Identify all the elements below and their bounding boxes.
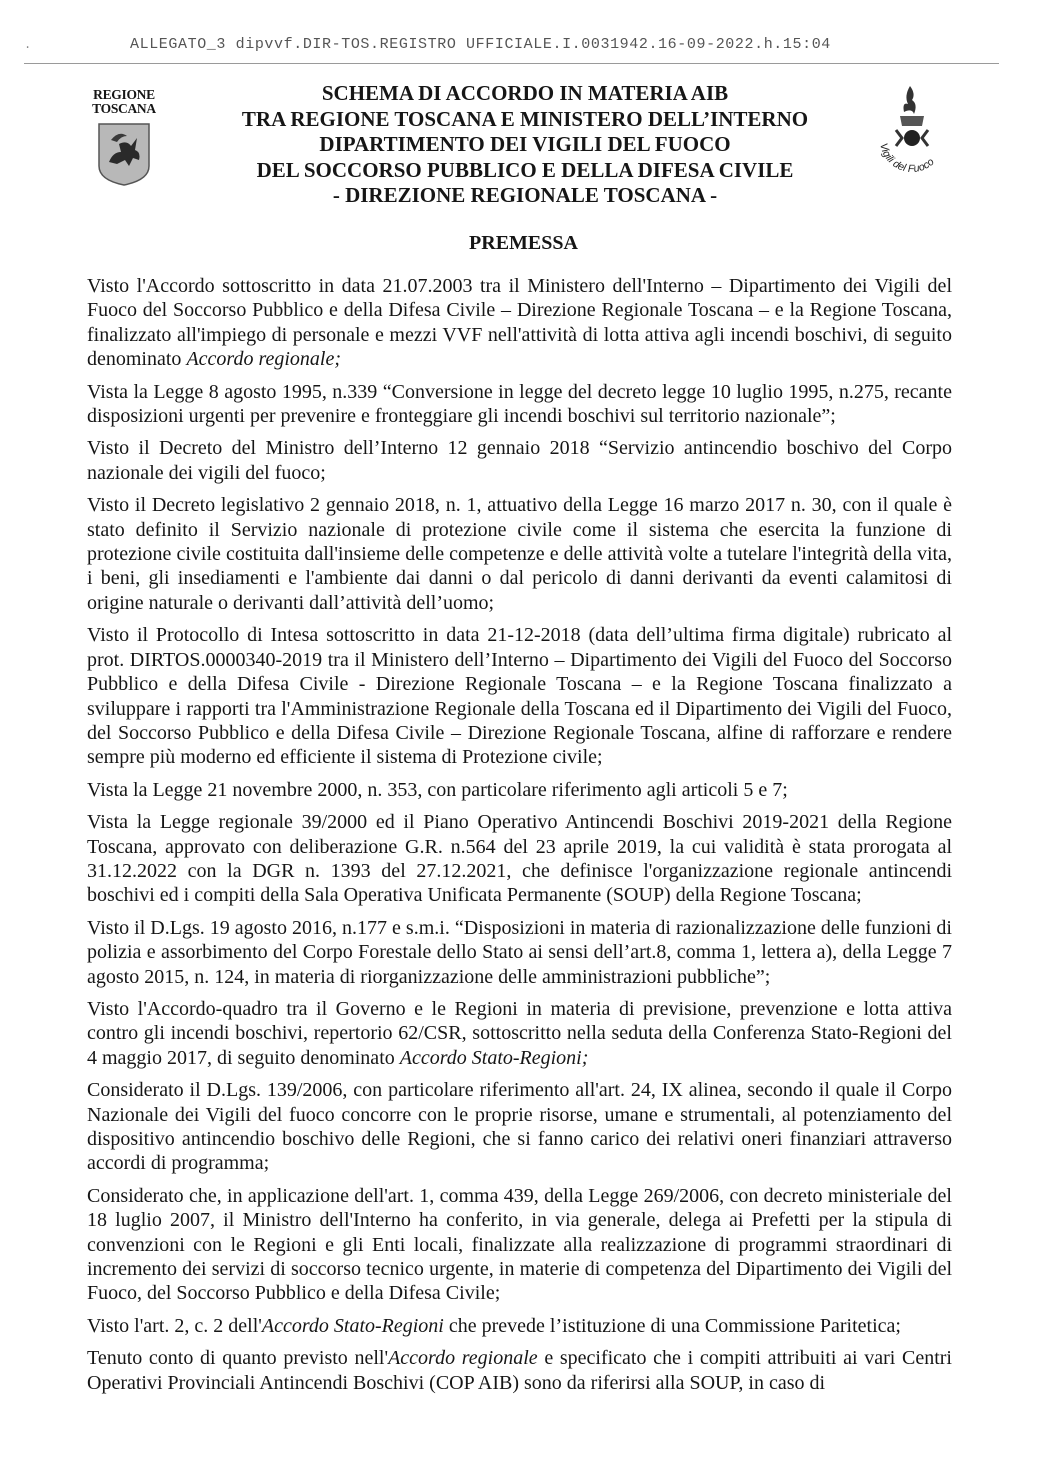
paragraph-10: Considerato il D.Lgs. 139/2006, con particolare riferimento all'art. 24, IX alinea, secondo il quale il Corpo Nazionale dei Vigili del fuoco concorre con le proprie risorse, umane e strumentali, al potenziamento del dispositivo antincendio boschivo delle Regioni, che si fanno carico dei relativi oneri finanziari attraverso accordi di programma; bbox=[87, 1079, 952, 1175]
paragraph-9-emphasis: Accordo Stato-Regioni; bbox=[399, 1046, 589, 1069]
paragraph-13 bbox=[87, 1346, 952, 1395]
paragraph-12-text-b: che prevede l’istituzione di una Commissione Paritetica; bbox=[443, 1314, 901, 1337]
paragraph-11: Considerato che, in applicazione dell'art. 1, comma 439, della Legge 269/2006, con decreto ministeriale del 18 luglio 2007, il Ministro dell'Interno ha conferito, in via generale, delega ai Prefetti per la stipula di convenzioni con le Regioni e gli Enti locali, finalizzate alla realizzazione di programmi straordinari di incremento dei servizi di soccorso tecnico urgente, in materie di competenza del Dipartimento dei Vigili del Fuoco, del Soccorso Pubblico e della Difesa Civile; bbox=[87, 1184, 952, 1305]
paragraph-2: Vista la Legge 8 agosto 1995, n.339 “Conversione in legge del decreto legge 10 luglio 1995, n.275, recante disposizioni urgenti per prevenire e fronteggiare gli incendi boschivi sul territorio nazionale”; bbox=[87, 380, 952, 428]
document-body bbox=[87, 274, 952, 1395]
header-line-5: - DIREZIONE REGIONALE TOSCANA - bbox=[332, 183, 718, 208]
vigili-del-fuoco-logo bbox=[866, 82, 958, 182]
section-title-premessa: PREMESSA bbox=[469, 232, 578, 254]
paragraph-8: Visto il D.Lgs. 19 agosto 2016, n.177 e s.m.i. “Disposizioni in materia di razionalizzazione delle funzioni di polizia e assorbimento del Corpo Forestale dello Stato ai sensi dell’art.8, comma 1, lettera a), della Legge 7 agosto 2015, n. 124, in materia di riorganizzazione delle amministrazioni pubbliche”; bbox=[87, 916, 952, 988]
paragraph-1 bbox=[87, 274, 952, 372]
logo-line-1: REGIONE bbox=[93, 87, 155, 102]
paragraph-7: Vista la Legge regionale 39/2000 ed il Piano Operativo Antincendi Boschivi 2019-2021 della Regione Toscana, approvato con deliberazione G.R. n.564 del 23 aprile 2019, la cui validità è stata prorogata al 31.12.2022 con la DGR n. 1393 del 27.12.2021, che definisce l'organizzazione regionale antincendi boschivi ed i compiti della Sala Operativa Unificata Permanente (SOUP) della Regione Toscana; bbox=[87, 811, 952, 907]
paragraph-1-emphasis: Accordo regionale; bbox=[186, 348, 342, 371]
document-header bbox=[180, 81, 870, 209]
paragraph-12-emphasis: Accordo Stato-Regioni bbox=[261, 1314, 444, 1337]
paragraph-13-text-b: e specificato che i compiti attribuiti ai vari Centri Operativi Provinciali Antincendi Boschivi (COP AIB) sono da riferirsi alla SOUP, in caso di bbox=[87, 1347, 952, 1394]
header-line-4: DEL SOCCORSO PUBBLICO E DELLA DIFESA CIVILE bbox=[256, 157, 794, 182]
paragraph-3: Visto il Decreto del Ministro dell’Interno 12 gennaio 2018 “Servizio antincendio boschivo del Corpo nazionale dei vigili del fuoco; bbox=[87, 437, 952, 484]
stamp-dot: . bbox=[24, 38, 32, 52]
paragraph-13-text-a: Tenuto conto di quanto previsto nell' bbox=[87, 1347, 389, 1370]
paragraph-5: Visto il Protocollo di Intesa sottoscritto in data 21-12-2018 (data dell’ultima firma digitale) rubricato al prot. DIRTOS.0000340-2019 tra il Ministero dell’Interno – Dipartimento dei Vigili del Fuoco del Soccorso Pubblico e della Difesa Civile - Direzione Regionale Toscana – e la Regione Toscana finalizzato a sviluppare i rapporti tra l'Amministrazione Regionale della Toscana ed il Dipartimento dei Vigili del Fuoco, del Soccorso Pubblico e della Difesa Civile – Direzione Regionale Toscana, alfine di rafforzare e rendere sempre più moderno ed efficiente il sistema di Protezione civile; bbox=[87, 624, 952, 769]
paragraph-9 bbox=[87, 997, 952, 1070]
paragraph-1-text: Visto l'Accordo sottoscritto in data 21.07.2003 tra il Ministero dell'Interno – Dipartimento dei Vigili del Fuoco del Soccorso Pubblico e della Difesa Civile – Direzione Regionale Toscana – e la Regione Toscana, finalizzato all'impiego di personale e mezzi VVF nell'attività di lotta attiva agli incendi boschivi, di seguito denominato bbox=[87, 275, 952, 371]
paragraph-9-text: Visto l'Accordo-quadro tra il Governo e le Regioni in materia di previsione, prevenzione e lotta attiva contro gli incendi boschivi, repertorio 62/CSR, sottoscritto nella seduta della Conferenza Stato-Regioni del 4 maggio 2017, di seguito denominato bbox=[87, 997, 952, 1069]
svg-text:Vigili del Fuoco bbox=[877, 142, 936, 175]
header-line-3: DIPARTIMENTO DEI VIGILI DEL FUOCO bbox=[319, 132, 731, 157]
logo-line-2: TOSCANA bbox=[92, 101, 156, 116]
regione-toscana-logo bbox=[90, 88, 158, 191]
header-line-2: TRA REGIONE TOSCANA E MINISTERO DELL’INTERNO bbox=[241, 106, 809, 131]
paragraph-6: Vista la Legge 21 novembre 2000, n. 353, con particolare riferimento agli articoli 5 e 7; bbox=[87, 778, 788, 801]
protocol-stamp: ALLEGATO_3 dipvvf.DIR-TOS.REGISTRO UFFICIALE.I.0031942.16-09-2022.h.15:04 bbox=[130, 36, 831, 53]
vigili-del-fuoco-emblem-icon bbox=[866, 82, 958, 182]
paragraph-12 bbox=[87, 1314, 952, 1338]
paragraph-4: Visto il Decreto legislativo 2 gennaio 2018, n. 1, attuativo della Legge 16 marzo 2017 n. 30, con il quale è stato definito il Servizio nazionale di protezione civile come il sistema che esercita la funzione di protezione civile costituita dall'insieme delle competenze e delle attività volte a tutelare l'integrità della vita, i beni, gli insediamenti e l'ambiente dai danni o dal pericolo di danni derivanti da eventi calamitosi di origine naturale o derivanti dall’attività dell’uomo; bbox=[87, 494, 952, 614]
paragraph-13-emphasis: Accordo regionale bbox=[388, 1347, 538, 1370]
header-line-1: SCHEMA DI ACCORDO IN MATERIA AIB bbox=[321, 81, 729, 105]
paragraph-12-text-a: Visto l'art. 2, c. 2 dell' bbox=[87, 1314, 262, 1337]
logo-right-text: Vigili del Fuoco bbox=[877, 141, 937, 176]
stamp-divider bbox=[24, 63, 999, 64]
pegasus-emblem-icon bbox=[97, 122, 151, 186]
